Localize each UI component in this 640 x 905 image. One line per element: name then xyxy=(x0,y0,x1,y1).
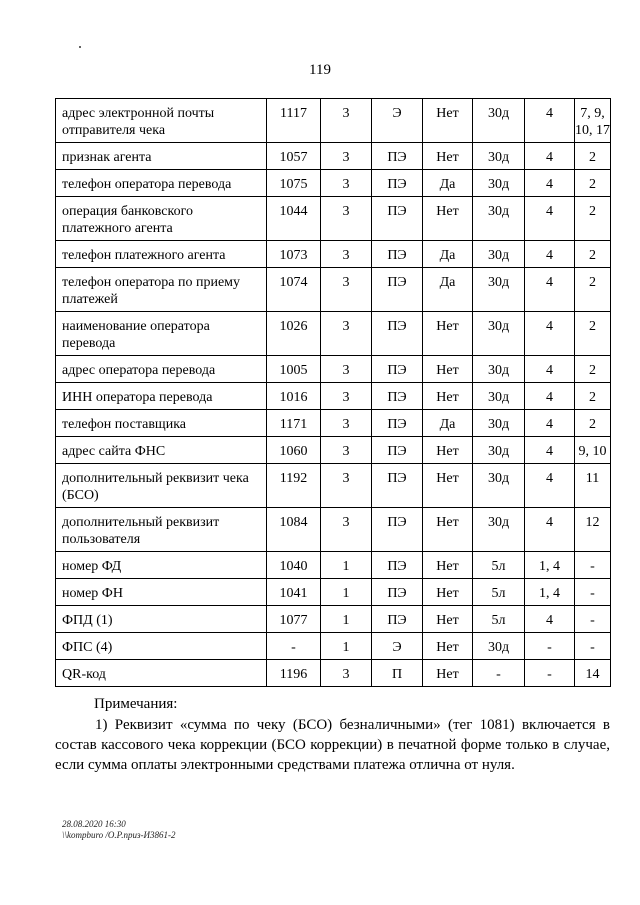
cell-col-6: 5л xyxy=(473,606,525,633)
cell-tag-number: 1073 xyxy=(267,241,321,268)
cell-col-3: 3 xyxy=(321,143,372,170)
cell-tag-number: 1044 xyxy=(267,197,321,241)
cell-col-4: Э xyxy=(372,99,423,143)
cell-col-6: 30д xyxy=(473,99,525,143)
cell-col-5: Нет xyxy=(423,312,473,356)
cell-col-4: ПЭ xyxy=(372,464,423,508)
cell-requisite-name: признак агента xyxy=(56,143,267,170)
table-row xyxy=(56,99,611,143)
cell-requisite-name: ФПС (4) xyxy=(56,633,267,660)
cell-col-3: 3 xyxy=(321,464,372,508)
cell-col-7: 4 xyxy=(525,437,575,464)
scan-speck xyxy=(79,46,81,48)
cell-col-4: ПЭ xyxy=(372,197,423,241)
table-row xyxy=(56,606,611,633)
cell-tag-number: 1171 xyxy=(267,410,321,437)
cell-col-3: 3 xyxy=(321,170,372,197)
cell-requisite-name: адрес электронной почты отправителя чека xyxy=(56,99,267,143)
table-row xyxy=(56,143,611,170)
cell-col-3: 3 xyxy=(321,660,372,687)
cell-col-7: 4 xyxy=(525,606,575,633)
cell-col-5: Нет xyxy=(423,633,473,660)
cell-col-3: 3 xyxy=(321,508,372,552)
cell-tag-number: 1057 xyxy=(267,143,321,170)
note-1 xyxy=(55,715,610,775)
cell-col-7: 4 xyxy=(525,464,575,508)
cell-col-7: 4 xyxy=(525,508,575,552)
cell-col-5: Нет xyxy=(423,356,473,383)
cell-col-7: 1, 4 xyxy=(525,552,575,579)
cell-col-8: 2 xyxy=(575,383,611,410)
cell-tag-number: 1192 xyxy=(267,464,321,508)
cell-col-7: 4 xyxy=(525,356,575,383)
cell-col-5: Нет xyxy=(423,552,473,579)
cell-col-4: ПЭ xyxy=(372,312,423,356)
cell-col-4: ПЭ xyxy=(372,143,423,170)
cell-col-5: Да xyxy=(423,170,473,197)
cell-requisite-name: дополнительный реквизит чека (БСО) xyxy=(56,464,267,508)
cell-requisite-name: ФПД (1) xyxy=(56,606,267,633)
cell-col-6: 30д xyxy=(473,633,525,660)
cell-col-5: Нет xyxy=(423,660,473,687)
cell-col-5: Нет xyxy=(423,508,473,552)
table-row xyxy=(56,552,611,579)
cell-col-4: ПЭ xyxy=(372,356,423,383)
cell-requisite-name: дополнительный реквизит пользователя xyxy=(56,508,267,552)
cell-col-5: Нет xyxy=(423,383,473,410)
cell-col-8: 2 xyxy=(575,143,611,170)
cell-col-8: - xyxy=(575,606,611,633)
cell-tag-number: 1117 xyxy=(267,99,321,143)
cell-col-7: 4 xyxy=(525,170,575,197)
cell-col-5: Да xyxy=(423,268,473,312)
cell-col-5: Нет xyxy=(423,464,473,508)
page-number: 119 xyxy=(309,62,331,78)
note-1-text: 1) Реквизит «сумма по чеку (БСО) безналичными» (тег 1081) включается в состав кассового чека коррекции (БСО коррекции) в печатной форме только в случае, если сумма оплаты электронными средствами платежа отлична от нуля. xyxy=(55,717,610,773)
cell-tag-number: 1074 xyxy=(267,268,321,312)
cell-col-8: 9, 10 xyxy=(575,437,611,464)
cell-tag-number: 1084 xyxy=(267,508,321,552)
cell-col-8: - xyxy=(575,552,611,579)
cell-col-7: 4 xyxy=(525,268,575,312)
cell-col-7: - xyxy=(525,633,575,660)
cell-col-5: Нет xyxy=(423,437,473,464)
cell-col-4: ПЭ xyxy=(372,552,423,579)
cell-col-5: Нет xyxy=(423,143,473,170)
cell-requisite-name: номер ФД xyxy=(56,552,267,579)
cell-col-6: 30д xyxy=(473,437,525,464)
cell-col-3: 1 xyxy=(321,633,372,660)
cell-col-8: 2 xyxy=(575,197,611,241)
cell-col-3: 3 xyxy=(321,99,372,143)
table-row xyxy=(56,383,611,410)
cell-col-6: 5л xyxy=(473,579,525,606)
cell-col-6: 30д xyxy=(473,464,525,508)
cell-requisite-name: телефон платежного агента xyxy=(56,241,267,268)
cell-col-3: 1 xyxy=(321,579,372,606)
cell-col-3: 3 xyxy=(321,437,372,464)
cell-col-6: 30д xyxy=(473,410,525,437)
table-row xyxy=(56,437,611,464)
table-row xyxy=(56,633,611,660)
table-row xyxy=(56,241,611,268)
cell-col-8: - xyxy=(575,579,611,606)
cell-col-8: 2 xyxy=(575,241,611,268)
cell-col-7: 4 xyxy=(525,410,575,437)
cell-col-6: 30д xyxy=(473,197,525,241)
table-row xyxy=(56,268,611,312)
cell-col-5: Да xyxy=(423,410,473,437)
cell-col-3: 1 xyxy=(321,606,372,633)
cell-col-4: ПЭ xyxy=(372,383,423,410)
cell-col-3: 3 xyxy=(321,312,372,356)
cell-col-5: Нет xyxy=(423,579,473,606)
cell-requisite-name: телефон оператора перевода xyxy=(56,170,267,197)
cell-col-3: 3 xyxy=(321,410,372,437)
cell-col-6: 5л xyxy=(473,552,525,579)
cell-col-7: 4 xyxy=(525,383,575,410)
cell-col-7: 4 xyxy=(525,99,575,143)
cell-col-6: 30д xyxy=(473,170,525,197)
cell-col-4: ПЭ xyxy=(372,410,423,437)
cell-col-6: 30д xyxy=(473,312,525,356)
cell-col-7: 4 xyxy=(525,312,575,356)
cell-col-3: 3 xyxy=(321,268,372,312)
cell-col-5: Да xyxy=(423,241,473,268)
requisites-table xyxy=(55,98,611,687)
cell-col-7: 4 xyxy=(525,241,575,268)
cell-col-5: Нет xyxy=(423,606,473,633)
cell-col-3: 3 xyxy=(321,356,372,383)
cell-col-3: 3 xyxy=(321,383,372,410)
table-row xyxy=(56,197,611,241)
cell-tag-number: 1041 xyxy=(267,579,321,606)
cell-tag-number: - xyxy=(267,633,321,660)
cell-requisite-name: номер ФН xyxy=(56,579,267,606)
cell-requisite-name: телефон оператора по приему платежей xyxy=(56,268,267,312)
cell-tag-number: 1075 xyxy=(267,170,321,197)
cell-col-8: 2 xyxy=(575,410,611,437)
cell-col-8: 2 xyxy=(575,268,611,312)
cell-requisite-name: наименование оператора перевода xyxy=(56,312,267,356)
table-row xyxy=(56,508,611,552)
cell-col-8: 2 xyxy=(575,170,611,197)
cell-col-4: ПЭ xyxy=(372,579,423,606)
cell-col-6: 30д xyxy=(473,356,525,383)
cell-tag-number: 1077 xyxy=(267,606,321,633)
table-body xyxy=(56,99,611,687)
cell-col-4: ПЭ xyxy=(372,437,423,464)
cell-col-6: - xyxy=(473,660,525,687)
cell-col-7: 4 xyxy=(525,143,575,170)
cell-col-7: - xyxy=(525,660,575,687)
table-row xyxy=(56,410,611,437)
footer-date: 28.08.2020 16:30 xyxy=(62,819,126,829)
cell-col-8: 2 xyxy=(575,356,611,383)
cell-col-7: 1, 4 xyxy=(525,579,575,606)
cell-col-4: ПЭ xyxy=(372,268,423,312)
cell-col-8: 11 xyxy=(575,464,611,508)
cell-col-8: 7, 9, 10, 17 xyxy=(575,99,611,143)
cell-col-3: 3 xyxy=(321,197,372,241)
footer-stamp xyxy=(62,819,176,841)
cell-col-8: 2 xyxy=(575,312,611,356)
cell-col-4: ПЭ xyxy=(372,241,423,268)
cell-col-8: 12 xyxy=(575,508,611,552)
table-row xyxy=(56,660,611,687)
table-row xyxy=(56,579,611,606)
notes-title: Примечания: xyxy=(94,696,178,712)
table-row xyxy=(56,356,611,383)
cell-requisite-name: ИНН оператора перевода xyxy=(56,383,267,410)
cell-col-6: 30д xyxy=(473,241,525,268)
cell-col-6: 30д xyxy=(473,383,525,410)
cell-col-4: Э xyxy=(372,633,423,660)
cell-col-5: Нет xyxy=(423,197,473,241)
cell-requisite-name: адрес сайта ФНС xyxy=(56,437,267,464)
cell-tag-number: 1196 xyxy=(267,660,321,687)
cell-tag-number: 1040 xyxy=(267,552,321,579)
cell-col-6: 30д xyxy=(473,143,525,170)
cell-tag-number: 1016 xyxy=(267,383,321,410)
cell-col-7: 4 xyxy=(525,197,575,241)
footer-path: \\kompburo /О.Р.приз-И3861-2 xyxy=(62,830,176,840)
cell-col-5: Нет xyxy=(423,99,473,143)
table-row xyxy=(56,464,611,508)
cell-requisite-name: адрес оператора перевода xyxy=(56,356,267,383)
cell-tag-number: 1005 xyxy=(267,356,321,383)
cell-requisite-name: операция банковского платежного агента xyxy=(56,197,267,241)
cell-requisite-name: QR-код xyxy=(56,660,267,687)
cell-col-4: П xyxy=(372,660,423,687)
cell-col-4: ПЭ xyxy=(372,170,423,197)
cell-requisite-name: телефон поставщика xyxy=(56,410,267,437)
cell-col-8: 14 xyxy=(575,660,611,687)
cell-tag-number: 1060 xyxy=(267,437,321,464)
cell-col-3: 1 xyxy=(321,552,372,579)
cell-col-4: ПЭ xyxy=(372,606,423,633)
cell-col-6: 30д xyxy=(473,508,525,552)
cell-col-3: 3 xyxy=(321,241,372,268)
cell-tag-number: 1026 xyxy=(267,312,321,356)
table-row xyxy=(56,312,611,356)
table-row xyxy=(56,170,611,197)
cell-col-4: ПЭ xyxy=(372,508,423,552)
cell-col-6: 30д xyxy=(473,268,525,312)
cell-col-8: - xyxy=(575,633,611,660)
